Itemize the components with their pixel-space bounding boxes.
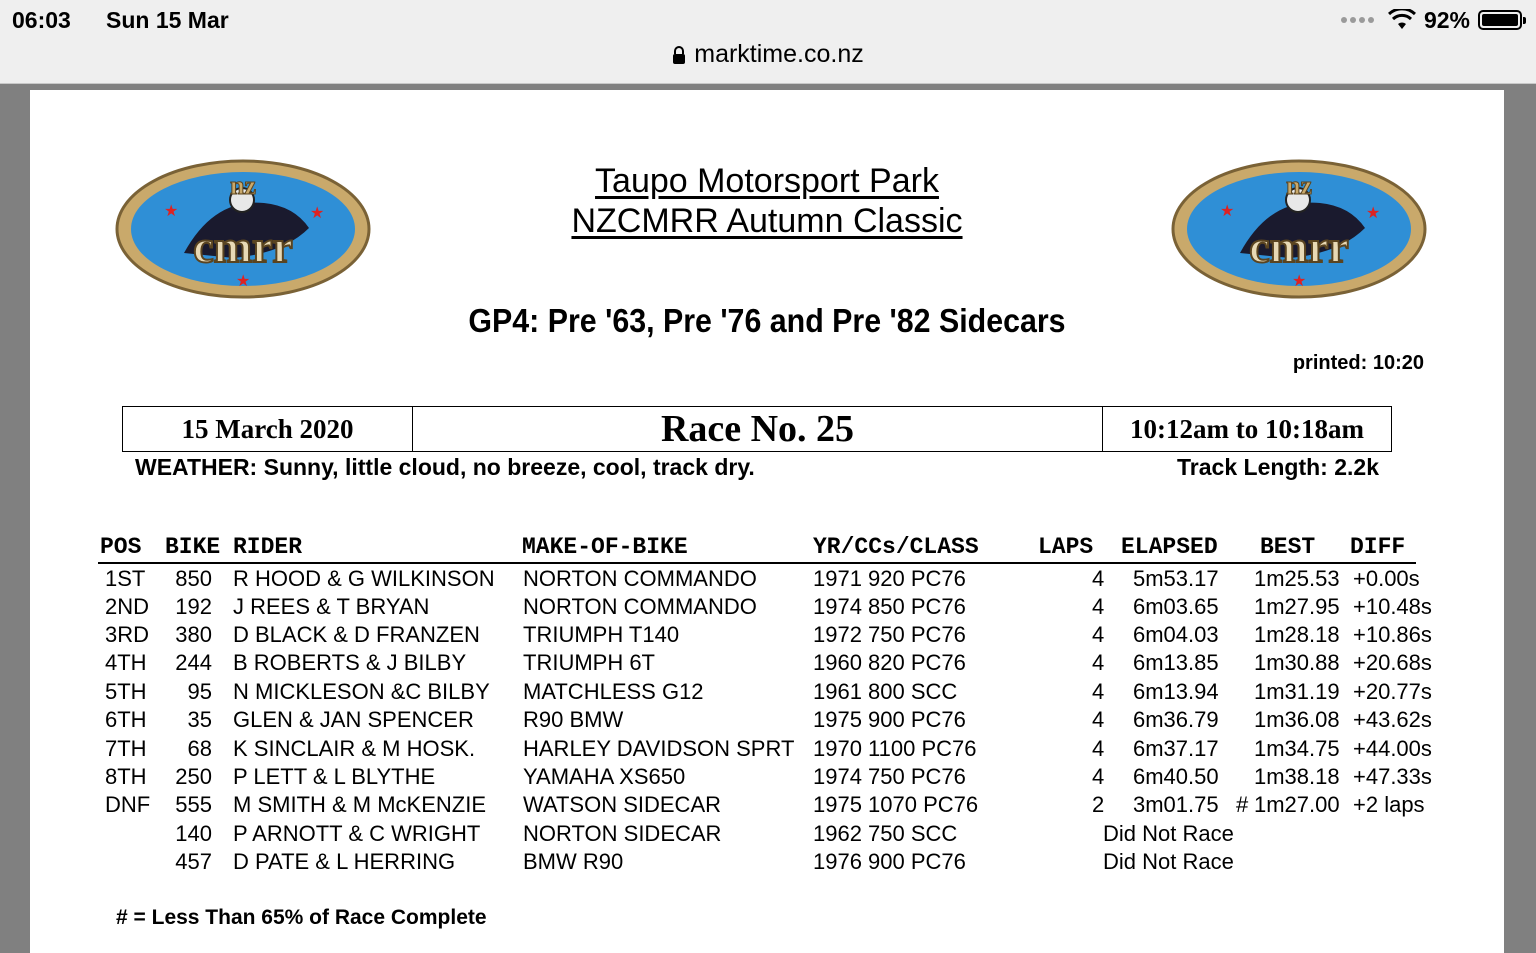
printed-time: printed: 10:20	[1292, 352, 1424, 374]
yr-class-cell: 1971 920 PC76	[813, 566, 966, 591]
rider-cell: P LETT & L BLYTHE	[233, 764, 436, 789]
rider-cell: P ARNOTT & C WRIGHT	[233, 821, 481, 846]
logo-bottom-text: cmrr	[1249, 221, 1349, 272]
table-row	[30, 566, 1504, 594]
pos-cell: 1ST	[105, 566, 146, 591]
laps-cell: 4	[1092, 566, 1105, 591]
make-cell: NORTON COMMANDO	[523, 566, 757, 591]
bike-cell: 457	[175, 849, 212, 874]
elapsed-cell: 5m53.17	[1133, 566, 1219, 591]
yr-class-cell: 1961 800 SCC	[813, 679, 958, 704]
rider-cell: D PATE & L HERRING	[233, 849, 456, 874]
rider-cell: J REES & T BRYAN	[233, 594, 430, 619]
footnote: # = Less Than 65% of Race Complete	[116, 906, 487, 929]
col-diff: DIFF	[1350, 534, 1406, 560]
logo-top-text: nz	[230, 171, 256, 200]
col-best: BEST	[1260, 534, 1316, 560]
diff-cell: +47.33s	[1353, 764, 1432, 789]
bike-cell: 380	[175, 622, 212, 647]
table-row	[30, 650, 1504, 678]
diff-cell: +10.48s	[1353, 594, 1432, 619]
elapsed-cell: 6m37.17	[1133, 736, 1219, 761]
bike-cell: 68	[187, 736, 212, 761]
results-header	[30, 534, 1504, 564]
diff-cell: +2 laps	[1353, 792, 1425, 817]
laps-cell: 4	[1092, 707, 1105, 732]
rider-cell: B ROBERTS & J BILBY	[233, 650, 467, 675]
bike-cell: 35	[187, 707, 212, 732]
table-row	[30, 707, 1504, 735]
svg-text:★: ★	[1366, 205, 1381, 222]
make-cell: BMW R90	[523, 849, 624, 874]
pos-cell: DNF	[105, 792, 151, 817]
status-cell: Did Not Race	[1103, 821, 1234, 846]
status-date: Sun 15 Mar	[106, 7, 229, 33]
logo-top-text: nz	[1286, 171, 1312, 200]
diff-cell: +43.62s	[1353, 707, 1432, 732]
pos-cell: 7TH	[105, 736, 147, 761]
table-row	[30, 736, 1504, 764]
diff-cell: +20.68s	[1353, 650, 1432, 675]
elapsed-cell: 6m13.94	[1133, 679, 1219, 704]
best-cell: 1m36.08	[1254, 707, 1340, 732]
make-cell: WATSON SIDECAR	[523, 792, 722, 817]
col-elapsed: ELAPSED	[1121, 534, 1218, 560]
rider-cell: D BLACK & D FRANZEN	[233, 622, 480, 647]
cellular-dots-icon	[1341, 17, 1374, 23]
battery-icon	[1478, 10, 1522, 30]
laps-cell: 4	[1092, 650, 1105, 675]
laps-cell: 4	[1092, 679, 1105, 704]
col-yr-class: YR/CCs/CLASS	[813, 534, 979, 560]
make-cell: HARLEY DAVIDSON SPRT	[523, 736, 795, 761]
elapsed-cell: 3m01.75	[1133, 792, 1219, 817]
bike-cell: 192	[175, 594, 212, 619]
weather-text: WEATHER: Sunny, little cloud, no breeze, cool, track dry.	[135, 454, 755, 480]
laps-cell: 4	[1092, 622, 1105, 647]
table-row	[30, 679, 1504, 707]
best-cell: 1m27.00	[1254, 792, 1340, 817]
make-cell: NORTON SIDECAR	[523, 821, 722, 846]
bike-cell: 244	[175, 650, 212, 675]
svg-text:★: ★	[1220, 203, 1235, 220]
race-date: 15 March 2020	[123, 407, 413, 451]
table-row	[30, 849, 1504, 877]
lock-icon	[672, 45, 686, 65]
header-underline	[98, 562, 1416, 564]
pos-cell: 6TH	[105, 707, 147, 732]
bike-cell: 140	[175, 821, 212, 846]
yr-class-cell: 1975 900 PC76	[813, 707, 966, 732]
col-rider: RIDER	[233, 534, 303, 560]
race-group-title: GP4: Pre '63, Pre '76 and Pre '82 Sidecars	[468, 302, 1066, 339]
pos-cell: 3RD	[105, 622, 150, 647]
rider-cell: M SMITH & M McKENZIE	[233, 792, 486, 817]
bike-cell: 850	[175, 566, 212, 591]
yr-class-cell: 1960 820 PC76	[813, 650, 966, 675]
svg-text:★: ★	[1292, 273, 1307, 290]
status-cell: Did Not Race	[1103, 849, 1234, 874]
best-cell: 1m30.88	[1254, 650, 1340, 675]
make-cell: YAMAHA XS650	[523, 764, 686, 789]
track-length: Track Length: 2.2k	[1177, 454, 1379, 480]
status-time: 06:03	[12, 7, 71, 33]
col-bike: BIKE	[165, 534, 221, 560]
elapsed-cell: 6m04.03	[1133, 622, 1219, 647]
laps-cell: 4	[1092, 764, 1105, 789]
bike-cell: 95	[187, 679, 212, 704]
event-title: NZCMRR Autumn Classic	[571, 202, 963, 240]
table-row	[30, 764, 1504, 792]
url-text: marktime.co.nz	[694, 40, 864, 68]
rider-cell: K SINCLAIR & M HOSK.	[233, 736, 476, 761]
address-bar[interactable]	[0, 40, 1536, 69]
venue-title: Taupo Motorsport Park	[595, 162, 939, 200]
best-cell: 1m28.18	[1254, 622, 1340, 647]
incomplete-flag: #	[1236, 792, 1249, 817]
best-cell: 1m25.53	[1254, 566, 1340, 591]
yr-class-cell: 1970 1100 PC76	[813, 736, 977, 761]
diff-cell: +20.77s	[1353, 679, 1432, 704]
race-time-range: 10:12am to 10:18am	[1130, 413, 1364, 444]
diff-cell: +10.86s	[1353, 622, 1432, 647]
laps-cell: 4	[1092, 594, 1105, 619]
rider-cell: R HOOD & G WILKINSON	[233, 566, 495, 591]
best-cell: 1m27.95	[1254, 594, 1340, 619]
laps-cell: 4	[1092, 736, 1105, 761]
yr-class-cell: 1976 900 PC76	[813, 849, 966, 874]
make-cell: TRIUMPH T140	[523, 622, 680, 647]
laps-cell: 2	[1092, 792, 1105, 817]
yr-class-cell: 1974 750 PC76	[813, 764, 966, 789]
yr-class-cell: 1974 850 PC76	[813, 594, 966, 619]
best-cell: 1m31.19	[1254, 679, 1340, 704]
rider-cell: N MICKLESON &C BILBY	[233, 679, 490, 704]
yr-class-cell: 1962 750 SCC	[813, 821, 958, 846]
battery-percent: 92%	[1423, 6, 1470, 33]
elapsed-cell: 6m40.50	[1133, 764, 1219, 789]
best-cell: 1m34.75	[1254, 736, 1340, 761]
best-cell: 1m38.18	[1254, 764, 1340, 789]
table-row	[30, 622, 1504, 650]
bike-cell: 555	[175, 792, 212, 817]
elapsed-cell: 6m03.65	[1133, 594, 1219, 619]
elapsed-cell: 6m13.85	[1133, 650, 1219, 675]
table-row	[30, 821, 1504, 849]
make-cell: NORTON COMMANDO	[523, 594, 757, 619]
elapsed-cell: 6m36.79	[1133, 707, 1219, 732]
diff-cell: +44.00s	[1353, 736, 1432, 761]
race-number: Race No. 25	[413, 407, 1103, 451]
status-indicators	[1341, 6, 1522, 34]
browser-chrome	[0, 0, 1536, 84]
race-info-box	[122, 406, 1392, 452]
pos-cell: 2ND	[105, 594, 150, 619]
make-cell: TRIUMPH 6T	[523, 650, 655, 675]
make-cell: MATCHLESS G12	[523, 679, 704, 704]
make-cell: R90 BMW	[523, 707, 624, 732]
col-make: MAKE-OF-BIKE	[522, 534, 688, 560]
table-row	[30, 792, 1504, 820]
results-document	[30, 90, 1504, 953]
wifi-icon	[1388, 9, 1416, 31]
pos-cell: 4TH	[105, 650, 147, 675]
bike-cell: 250	[175, 764, 212, 789]
rider-cell: GLEN & JAN SPENCER	[233, 707, 474, 732]
pos-cell: 8TH	[105, 764, 147, 789]
svg-text:★: ★	[164, 203, 179, 220]
logo-bottom-text: cmrr	[193, 221, 293, 272]
svg-text:★: ★	[236, 273, 251, 290]
diff-cell: +0.00s	[1353, 566, 1420, 591]
table-row	[30, 594, 1504, 622]
yr-class-cell: 1975 1070 PC76	[813, 792, 979, 817]
pos-cell: 5TH	[105, 679, 147, 704]
col-pos: POS	[100, 534, 142, 560]
svg-text:★: ★	[310, 205, 325, 222]
col-laps: LAPS	[1038, 534, 1094, 560]
yr-class-cell: 1972 750 PC76	[813, 622, 966, 647]
